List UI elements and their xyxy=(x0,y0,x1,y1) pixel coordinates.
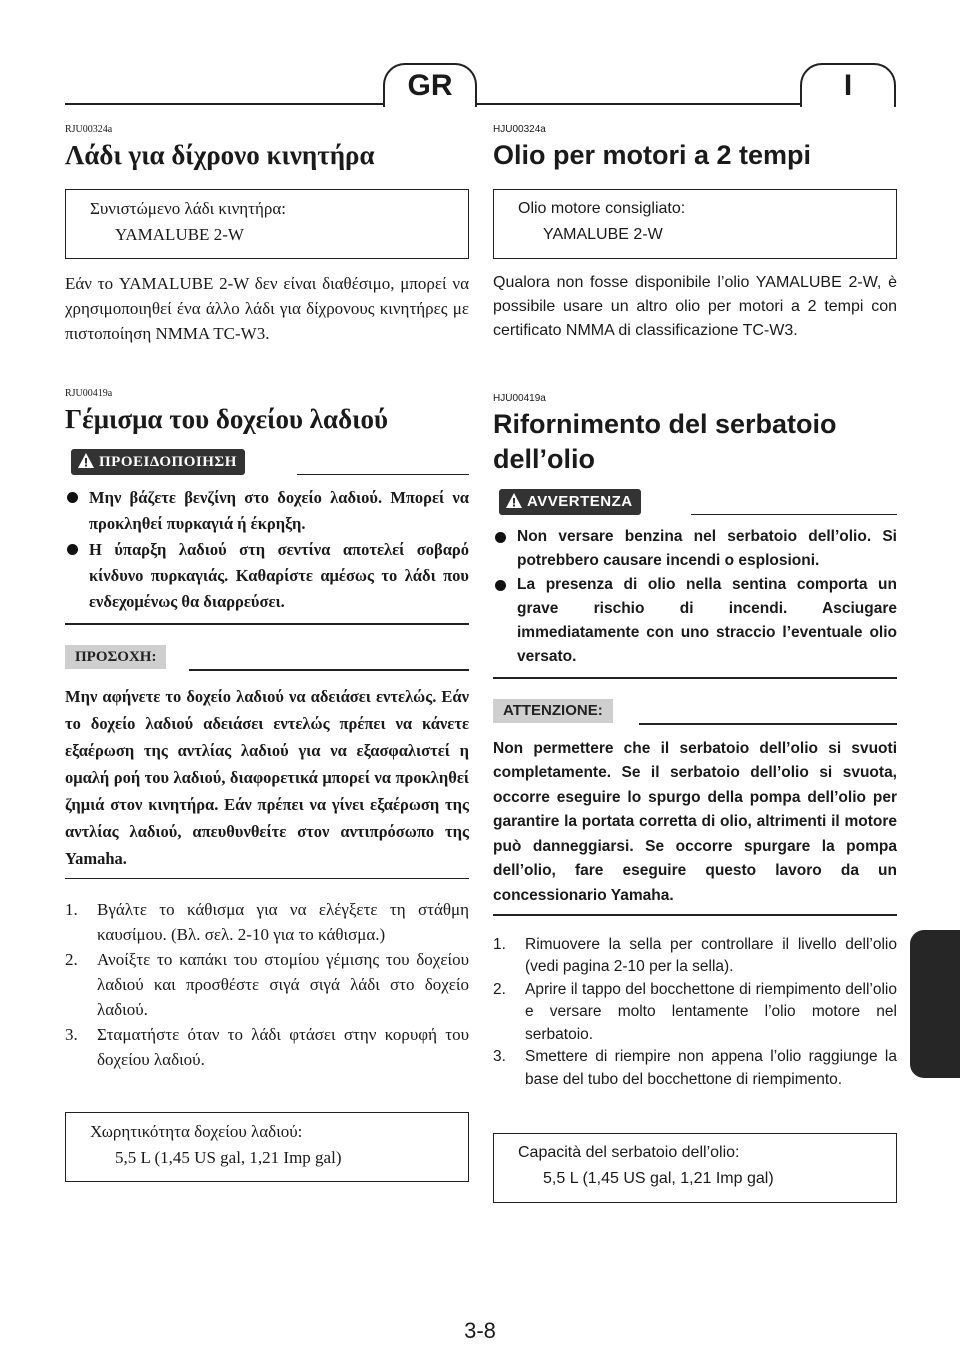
list-item: La presenza di olio nella sentina comporta un grave rischio di incendi. Asciugare immediatamente con uno straccio l’eventuale olio versato. xyxy=(493,573,897,669)
section-title: Olio per motori a 2 tempi xyxy=(493,140,812,170)
spec-value: 5,5 L (1,45 US gal, 1,21 Imp gal) xyxy=(115,1148,342,1167)
warning-rule xyxy=(691,514,897,516)
warning-rule xyxy=(297,474,469,476)
caution-header xyxy=(493,697,897,727)
list-item: Η ύπαρξη λαδιού στη σεντίνα αποτελεί σοβαρό κίνδυνο πυρκαγιάς. Καθαρίστε αμέσως το λάδι που ενδεχομένως θα διαρρεύσει. xyxy=(65,537,469,615)
language-tab-i: I xyxy=(800,63,896,107)
header-rule xyxy=(65,103,896,105)
divider xyxy=(493,677,897,679)
bullet-icon xyxy=(67,544,78,555)
bullet-icon xyxy=(495,580,506,591)
caution-header xyxy=(65,643,469,673)
bullet-icon xyxy=(495,532,506,543)
language-tab-gr: GR xyxy=(383,63,477,107)
list-item: Non versare benzina nel serbatoio dell’olio. Si potrebbero causare incendi o esplosioni. xyxy=(493,525,897,573)
section-code: HJU00419a xyxy=(493,393,546,404)
list-item: 2. Ανοίξτε το καπάκι του στομίου γέμισης του δοχείου λαδιού και προσθέστε σιγά σιγά λάδι στο δοχείο λαδιού. xyxy=(65,950,469,1019)
recommended-oil-box xyxy=(65,189,469,259)
warning-list xyxy=(493,525,897,669)
section-title: Γέμισμα του δοχείου λαδιού xyxy=(65,404,388,434)
warning-header xyxy=(65,447,469,477)
section-title: Λάδι για δίχρονο κινητήρα xyxy=(65,140,375,170)
caution-rule xyxy=(639,723,897,725)
greek-column xyxy=(65,124,469,1194)
section-code: RJU00324a xyxy=(65,124,113,135)
caution-badge: ΠΡΟΣΟΧΗ: xyxy=(65,645,166,669)
warning-triangle-icon xyxy=(77,452,95,470)
capacity-box xyxy=(493,1133,897,1203)
spec-value: YAMALUBE 2-W xyxy=(115,225,244,244)
recommended-oil-box xyxy=(493,189,897,259)
capacity-box xyxy=(65,1112,469,1182)
spec-label: Capacità del serbatoio dell’olio: xyxy=(518,1144,740,1161)
warning-header xyxy=(493,487,897,517)
warning-label: AVVERTENZA xyxy=(527,493,633,510)
paragraph: Qualora non fosse disponibile l’olio YAMALUBE 2-W, è possibile usare un altro olio per motori a 2 tempi con certificato NMMA di classificazione TC-W3. xyxy=(493,274,897,339)
warning-label: ΠΡΟΕΙΔΟΠΟΙΗΣΗ xyxy=(99,454,237,470)
spec-value: YAMALUBE 2-W xyxy=(543,226,663,243)
spec-value: 5,5 L (1,45 US gal, 1,21 Imp gal) xyxy=(543,1170,774,1187)
steps-list xyxy=(493,934,897,1092)
section-code: RJU00419a xyxy=(65,388,113,399)
caution-badge: ATTENZIONE: xyxy=(493,699,613,723)
spec-label: Χωρητικότητα δοχείου λαδιού: xyxy=(90,1122,303,1141)
spec-label: Συνιστώμενο λάδι κινητήρα: xyxy=(90,199,286,218)
italian-column xyxy=(493,124,897,1215)
spec-label: Olio motore consigliato: xyxy=(518,200,686,217)
section-title: Rifornimento del serbatoio dell’olio xyxy=(493,409,837,474)
divider xyxy=(65,878,469,880)
chapter-side-tab xyxy=(910,930,960,1078)
list-item: 1. Rimuovere la sella per controllare il livello dell’olio (vedi pagina 2-10 per la sella). xyxy=(493,935,897,975)
paragraph: Εάν το YAMALUBE 2-W δεν είναι διαθέσιμο, μπορεί να χρησιμοποιηθεί ένα άλλο λάδι για δίχρονους κινητήρες με πιστοποίηση NMMA TC-W3. xyxy=(65,274,469,343)
divider xyxy=(493,914,897,916)
page-number: 3-8 xyxy=(464,1318,496,1343)
list-item: 3. Smettere di riempire non appena l’olio raggiunge la base del tubo del bocchettone di riempimento. xyxy=(493,1048,897,1088)
caution-text: Non permettere che il serbatoio dell’olio si svuoti completamente. Se il serbatoio dell’olio si svuota, occorre eseguire lo spurgo della pompa dell’olio per garantire la portata corretta di olio, altrimenti il motore può danneggiarsi. Se occorre spurgare la pompa dell’olio, fare eseguire questo lavoro da un concessionario Yamaha. xyxy=(493,739,897,904)
list-item: Μην βάζετε βενζίνη στο δοχείο λαδιού. Μπορεί να προκληθεί πυρκαγιά ή έκρηξη. xyxy=(65,485,469,537)
caution-rule xyxy=(189,669,469,671)
warning-list xyxy=(65,485,469,615)
bullet-icon xyxy=(67,492,78,503)
list-item: 1. Βγάλτε το κάθισμα για να ελέγξετε τη στάθμη καυσίμου. (Βλ. σελ. 2-10 για το κάθισμα.) xyxy=(65,900,469,944)
warning-badge xyxy=(71,449,245,475)
caution-text: Μην αφήνετε το δοχείο λαδιού να αδειάσει εντελώς. Εάν το δοχείο λαδιού αδειάσει εντελώς πρέπει να κάνετε εξαέρωση της αντλίας λαδιού για να εξασφαλιστεί η ομαλή ροή του λαδιού, διαφορετικά μπορεί να προκληθεί ζημιά στον κινητήρα. Εάν πρέπει να γίνει εξαέρωση της αντλίας λαδιού, απευθυνθείτε στον αντιπρόσωπο της Yamaha. xyxy=(65,686,469,868)
warning-triangle-icon xyxy=(505,492,523,510)
section-code: HJU00324a xyxy=(493,124,546,135)
list-item: 3. Σταματήστε όταν το λάδι φτάσει στην κορυφή του δοχείου λαδιού. xyxy=(65,1025,469,1069)
warning-badge xyxy=(499,489,641,515)
list-item: 2. Aprire il tappo del bocchettone di riempimento dell’olio e versare molto lentamente l’olio motore nel serbatoio. xyxy=(493,980,897,1043)
divider xyxy=(65,623,469,625)
steps-list xyxy=(65,897,469,1072)
